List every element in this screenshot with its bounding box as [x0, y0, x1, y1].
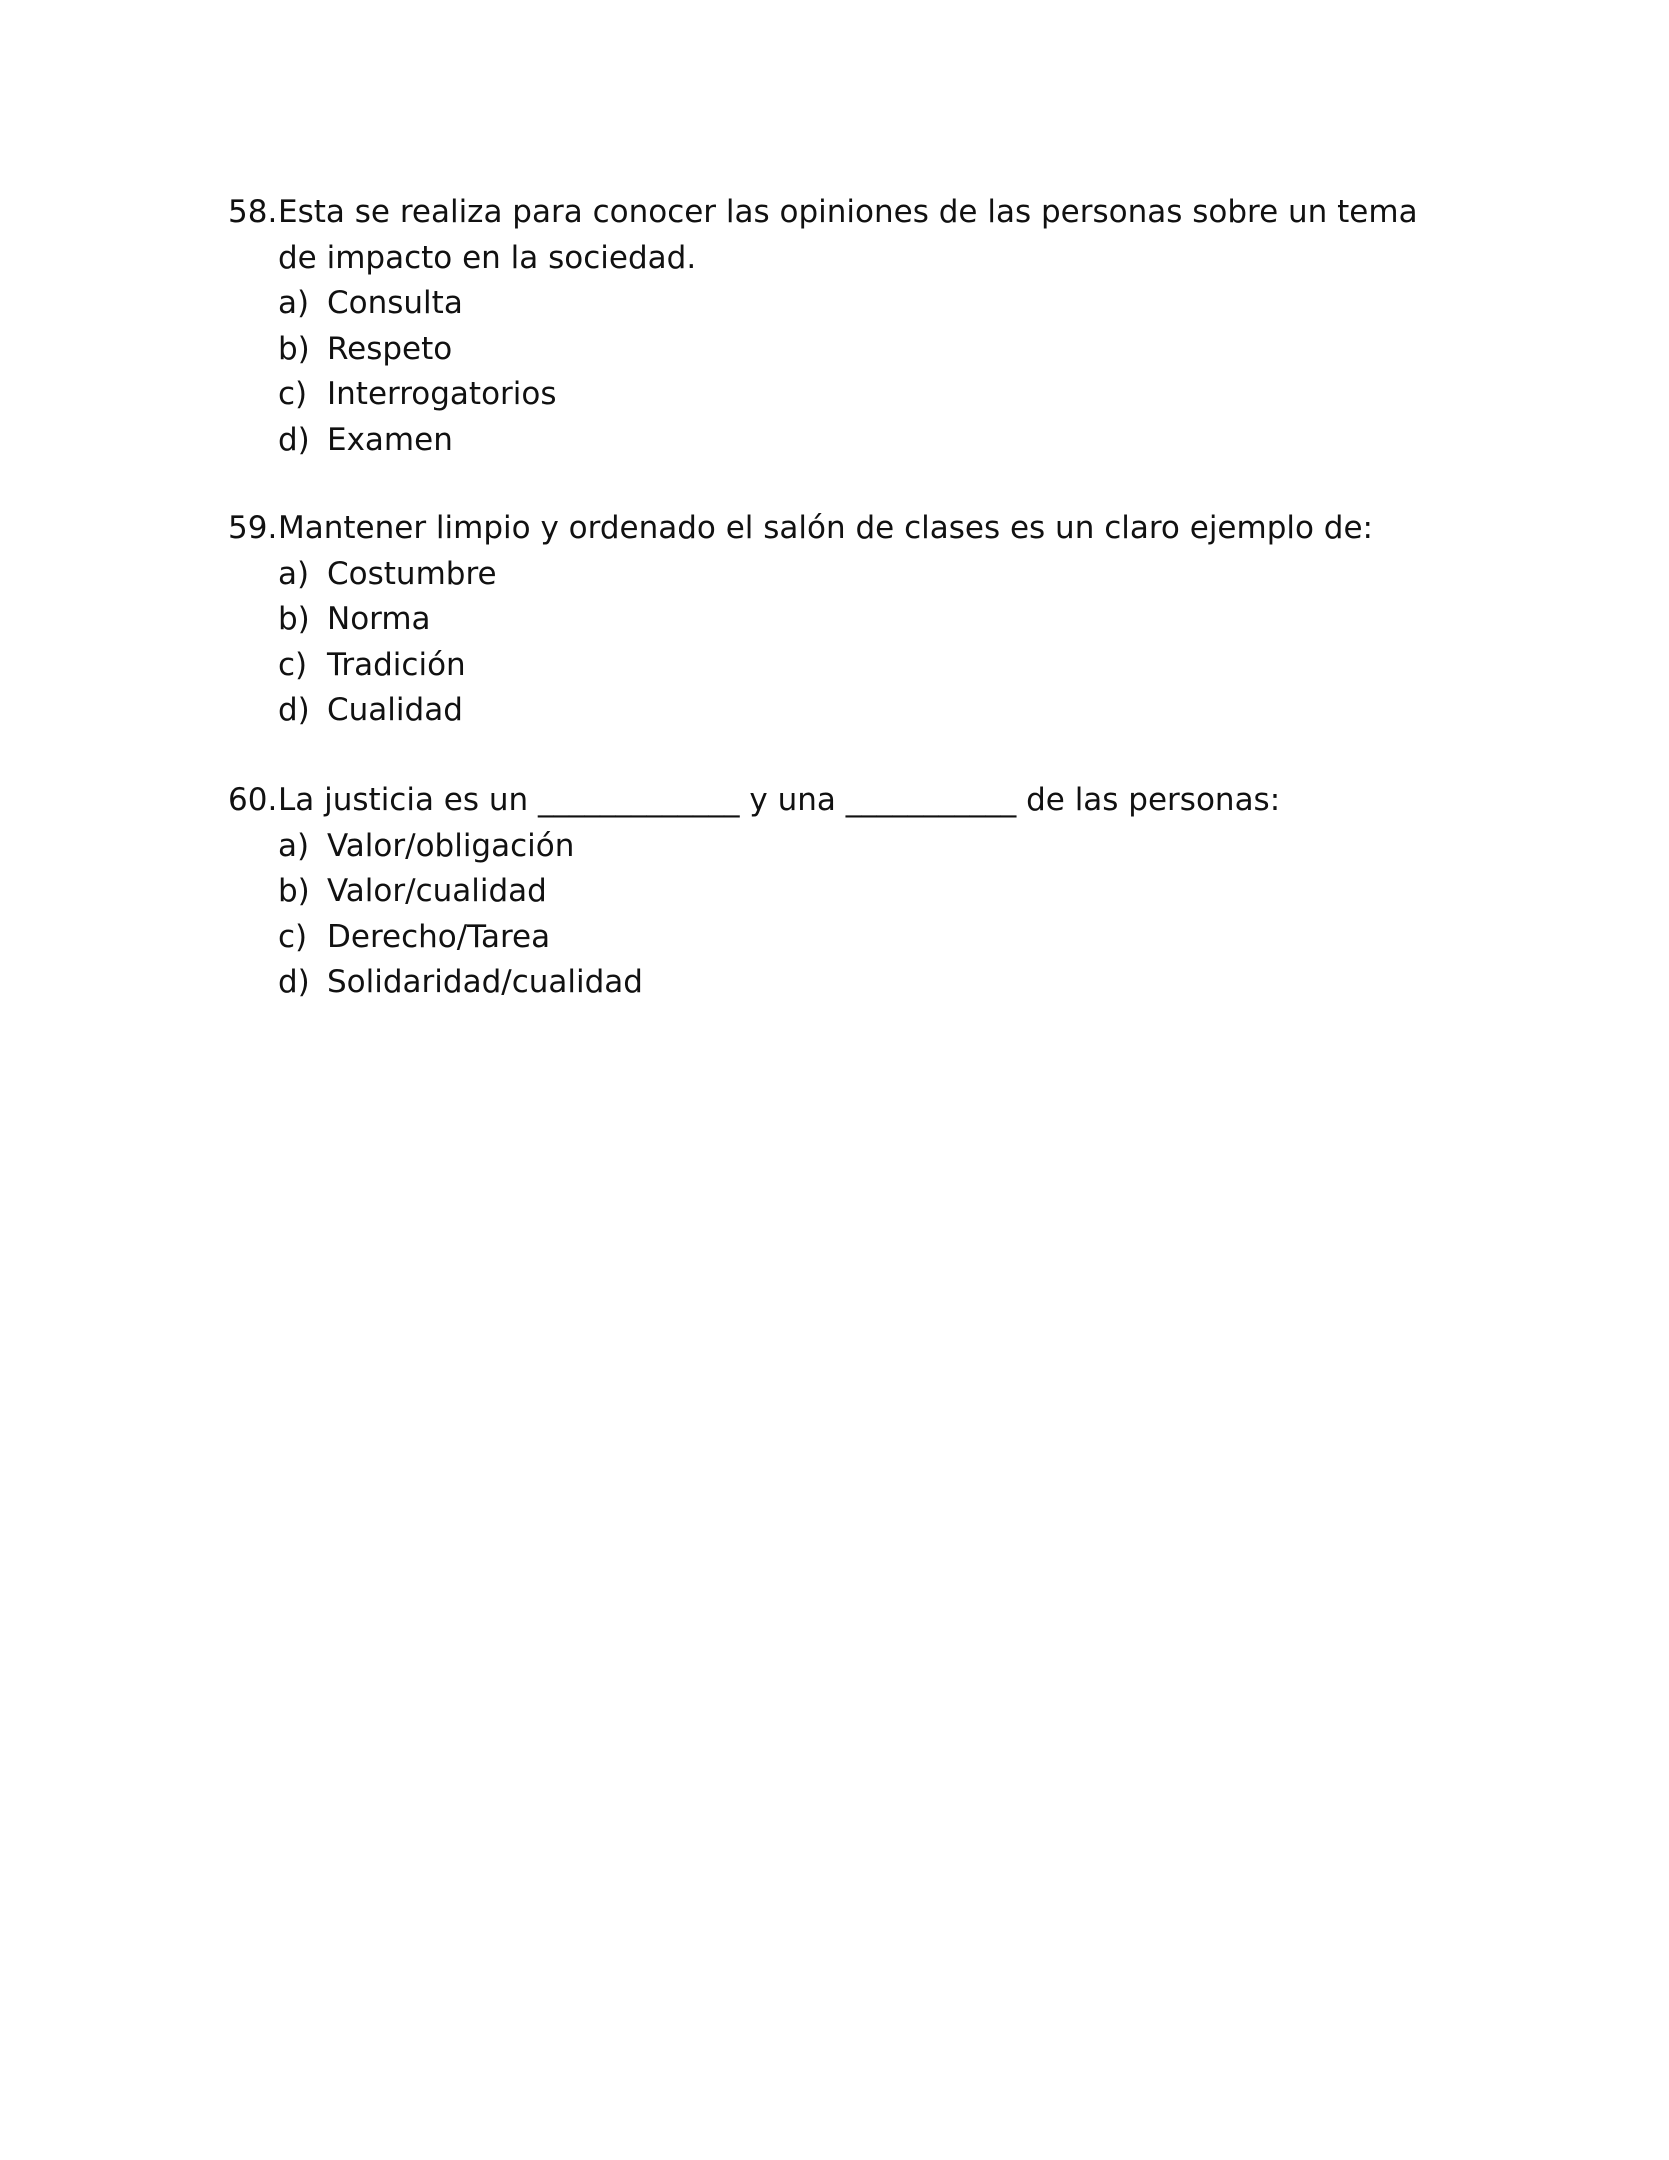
option-text: Respeto [327, 330, 453, 367]
option-d [228, 418, 1448, 464]
option-a [228, 824, 1448, 870]
question-text: La justicia es un _____________ y una ___________ de las personas: [278, 782, 1281, 818]
option-c [228, 643, 1448, 689]
option-b [228, 327, 1448, 373]
option-text: Consulta [327, 285, 463, 321]
question-stem [228, 190, 1448, 281]
question-59 [228, 506, 1448, 734]
option-text: Interrogatorios [327, 376, 557, 412]
option-text: Norma [327, 601, 431, 637]
question-text: Esta se realiza para conocer las opiniones de las personas sobre un tema de impacto en la sociedad. [278, 194, 1418, 276]
option-b [228, 597, 1448, 643]
answer-options [228, 824, 1448, 1006]
answer-options [228, 281, 1448, 463]
option-text: Solidaridad/cualidad [327, 964, 643, 1000]
option-letter: d) [278, 964, 310, 1000]
option-letter: d) [278, 692, 310, 728]
option-d [228, 688, 1448, 734]
option-letter: b) [278, 873, 310, 909]
question-stem [228, 506, 1448, 552]
question-number: 58. [228, 194, 278, 230]
option-letter: c) [278, 918, 308, 955]
option-a [228, 281, 1448, 327]
option-c [228, 372, 1448, 418]
option-a [228, 552, 1448, 598]
question-60 [228, 778, 1448, 1006]
option-text: Derecho/Tarea [327, 918, 551, 955]
option-text: Costumbre [327, 555, 497, 592]
option-letter: a) [278, 555, 310, 592]
option-letter: b) [278, 330, 310, 367]
option-d [228, 960, 1448, 1006]
option-text: Valor/obligación [327, 827, 575, 864]
question-stem [228, 778, 1448, 824]
option-text: Cualidad [327, 692, 463, 728]
option-letter: d) [278, 421, 310, 458]
option-letter: a) [278, 827, 310, 864]
question-number: 59. [228, 510, 278, 546]
question-number: 60. [228, 782, 278, 818]
option-letter: c) [278, 646, 308, 683]
option-c [228, 915, 1448, 961]
option-b [228, 869, 1448, 915]
question-58 [228, 190, 1448, 463]
option-letter: c) [278, 376, 308, 412]
option-letter: b) [278, 601, 310, 637]
option-text: Tradición [327, 646, 466, 683]
option-letter: a) [278, 285, 310, 321]
option-text: Valor/cualidad [327, 873, 547, 909]
question-text: Mantener limpio y ordenado el salón de clases es un claro ejemplo de: [278, 510, 1374, 546]
option-text: Examen [327, 421, 453, 458]
answer-options [228, 552, 1448, 734]
